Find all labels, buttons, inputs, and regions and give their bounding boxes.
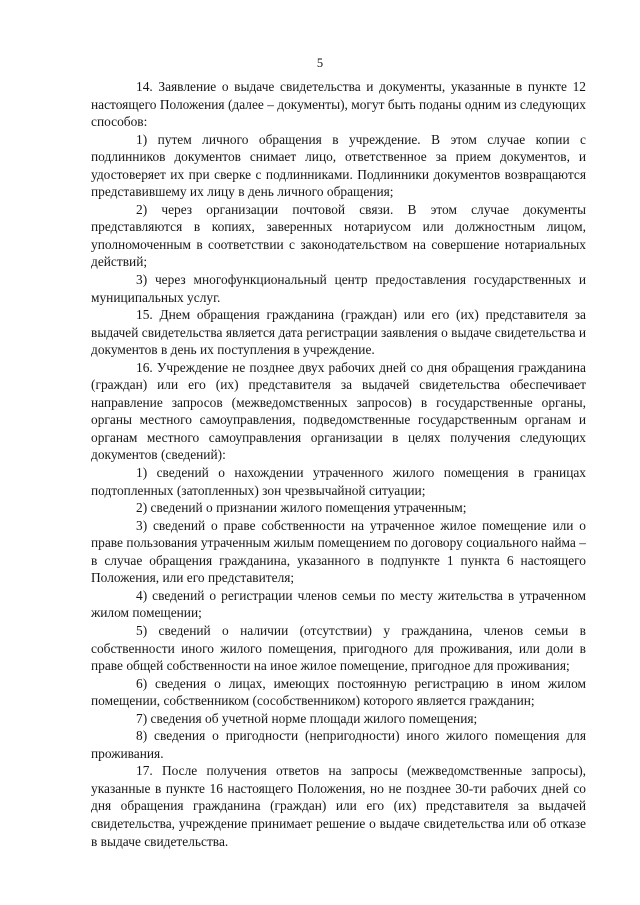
paragraph-14-item-3: 3) через многофункциональный центр предоставления государственных и муниципальных услуг. (91, 272, 586, 305)
paragraph-16-item-6: 6) сведения о лицах, имеющих постоянную регистрацию в ином жилом помещении, собственником (сособственником) которого является гражданин; (91, 675, 586, 709)
paragraph-14: 14. Заявление о выдаче свидетельства и документы, указанные в пункте 12 настоящего Положения (далее – документы), могут быть поданы одним из следующих способов: (91, 79, 586, 130)
paragraph-15: 15. Днем обращения гражданина (граждан) или его (их) представителя за выдачей свидетельства является дата регистрации заявления о выдаче свидетельства и документов в день их поступления в учреждение. (91, 307, 586, 358)
paragraph-17: 17. После получения ответов на запросы (межведомственные запросы), указанные в пункте 16 настоящего Положения, но не позднее 30-ти рабочих дней со дня обращения гражданина (граждан) или его (их) представителя за выдачей свидетельства, учреждение принимает решение о выдаче свидетельства или об отказе в выдаче свидетельства. (91, 763, 586, 849)
paragraph-16-item-1: 1) сведений о нахождении утраченного жилого помещения в границах подтопленных (затопленных) зон чрезвычайной ситуации; (91, 465, 586, 498)
paragraph-16-item-5: 5) сведений о наличии (отсутствии) у гражданина, членов семьи в собственности иного жилого помещения, пригодного для проживания, или доли в праве общей собственности на иное жилое помещение, пригодное для проживания; (91, 622, 586, 674)
paragraph-16-item-8: 8) сведения о пригодности (непригодности) иного жилого помещения для проживания. (91, 728, 586, 761)
page-number: 5 (316, 56, 324, 70)
paragraph-16-item-3: 3) сведений о праве собственности на утраченное жилое помещение или о праве пользования утраченным жилым помещением по договору социального найма – в случае обращения гражданина, указанного в подпункте 1 пункта 6 настоящего Положения, или его представителя; (91, 517, 586, 586)
paragraph-16-item-4: 4) сведений о регистрации членов семьи по месту жительства в утраченном жилом помещении; (91, 587, 586, 621)
document-body (91, 78, 586, 850)
paragraph-14-item-1: 1) путем личного обращения в учреждение. В этом случае копии с подлинников документов снимает лицо, ответственное за прием документов, и удостоверяет их при сверке с подлинниками. Подлинники документов возвращаются представившему их лицу в день личного обращения; (91, 131, 586, 200)
paragraph-16-item-7: 7) сведения об учетной норме площади жилого помещения; (136, 710, 478, 726)
paragraph-16: 16. Учреждение не позднее двух рабочих дней со дня обращения гражданина (граждан) или его (их) представителя за выдачей свидетельства обеспечивает направление запросов (межведомственных запросов) в государственные органы, органы местного самоуправления, подведомственные государственным органам и органам местного самоуправления организации в целях получения следующих документов (сведений): (91, 359, 586, 463)
paragraph-16-item-2: 2) сведений о признании жилого помещения утраченным; (136, 500, 467, 516)
paragraph-14-item-2: 2) через организации почтовой связи. В этом случае документы представляются в копиях, заверенных нотариусом или должностным лицом, уполномоченным в соответствии с законодательством на совершение нотариальных действий; (91, 201, 586, 270)
